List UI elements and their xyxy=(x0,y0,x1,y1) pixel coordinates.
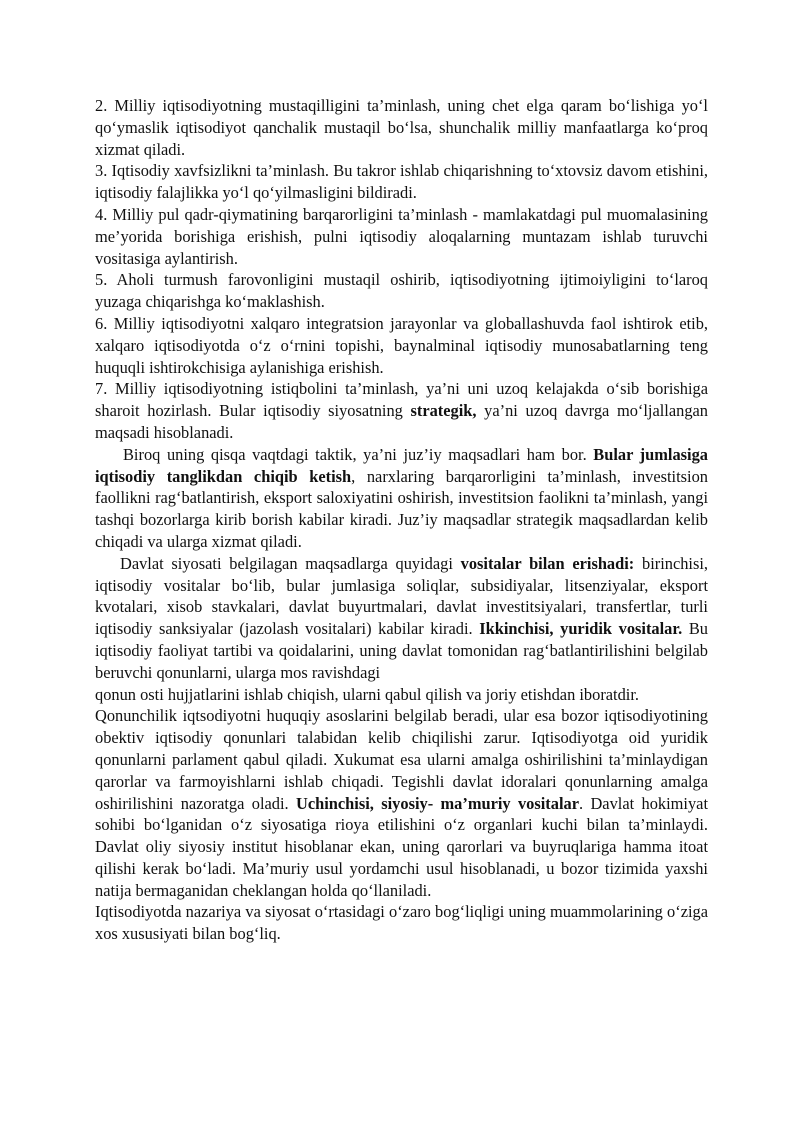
bold-phrase-political-tools: Uchinchisi, siyosiy- ma’muriy vositalar xyxy=(296,793,579,813)
bold-phrase-tools: vositalar bilan erishadi: xyxy=(460,553,635,573)
paragraph-tactical-goals xyxy=(95,444,708,553)
paragraph-text: Qonunchilik iqtsodiyotni huquqiy asoslarini belgilab beradi, ular esa bozor iqtisodiyotining obektiv iqtisodiy qonunlari talabidan kelib chiqilishi zarur. Iqtisodiyotga oid yuridik qonunlarni parlament qabul qiladi. Xukumat esa ularni amalga oshirilishini ta’minlaydigan qarorlar va farmoyishlarni ishlab chiqadi. Tegishli davlat idoralari qonunlarning amalga oshirilishini nazoratga oladi. xyxy=(95,706,708,813)
paragraph-text: 7. Milliy iqtisodiyotning istiqbolini ta’minlash, ya’ni uni uzoq kelajakda o‘sib borishiga sharoit hozirlash. Bular iqtisodiy siyosatning xyxy=(95,379,708,421)
paragraph-text: birinchisi, iqtisodiy vositalar bo‘lib, bular jumlasiga soliqlar, subsidiyalar, litsenziyalar, eksport kvotalari, xisob stavkalari, davlat buyurtmalari, davlat investitsiyalari, transfertlar, turli iqtisodiy sanksiyalar (jazolash vositalari) kabilar kiradi. xyxy=(95,553,709,639)
paragraph-text: , narxlaring barqarorligini ta’minlash, investitsion faollikni rag‘batlantirish, eksport saloxiyatini oshirish, investitsion faolikni ta’minlash, yangi tashqi bozorlarga kirib borish kabilar kiradi. Juz’iy maqsadlar strategik maqsadlardan kelib chiqadi va ularga xizmat qiladi. xyxy=(95,466,708,551)
bold-phrase-legal-tools: Ikkinchisi, yuridik vositalar. xyxy=(479,619,683,639)
paragraph-policy-tools xyxy=(95,553,708,684)
paragraph-legislation xyxy=(95,705,708,901)
paragraph-item-3: 3. Iqtisodiy xavfsizlikni ta’minlash. Bu takror ishlab chiqarishning to‘xtovsiz davom etishini, iqtisodiy falajlikka yo‘l qo‘yilmasligini bildiradi. xyxy=(95,161,708,203)
paragraph-text: Davlat siyosati belgilagan maqsadlarga quyidagi xyxy=(120,553,461,573)
paragraph-item-6: 6. Milliy iqtisodiyotni xalqaro integratsion jarayonlar va globallashuvda faol ishtirok etib, xalqaro iqtisodiyotda o‘z o‘rnini topishi, baynalminal iqtisodiy munosabatlarning teng huquqli ishtirokchisiga aylanishiga erishish. xyxy=(95,313,708,377)
paragraph-text: Bu iqtisodiy faoliyat tartibi va qoidalarini, uning davlat tomonidan rag‘batlantirilishini belgilab beruvchi qonunlarni, ularga mos ravishdagi xyxy=(95,619,708,682)
paragraph-item-7 xyxy=(95,378,708,443)
paragraph-text: ya’ni uzoq davrga mo‘ljallangan maqsadi hisoblanadi. xyxy=(95,401,708,442)
paragraph-theory-policy: Iqtisodiyotda nazariya va siyosat o‘rtasidagi o‘zaro bog‘liqligi uning muammolarining o‘ziga xos xususiyati bilan bog‘liq. xyxy=(95,902,708,944)
bold-phrase-strategik: strategik, xyxy=(410,401,477,421)
bold-phrase-tactical: Bular jumlasiga iqtisodiy tanglikdan chiqib ketish xyxy=(95,444,708,486)
paragraph-legal-acts: qonun osti hujjatlarini ishlab chiqish, ularni qabul qilish va joriy etishdan iboratdir. xyxy=(95,684,640,704)
paragraph-text: Biroq uning qisqa vaqtdagi taktik, ya’ni juz’iy maqsadlari ham bor. xyxy=(123,444,594,464)
paragraph-item-4: 4. Milliy pul qadr-qiymatining barqarorligini ta’minlash - mamlakatdagi pul muomalasining me’yorida borishiga erishish, pulni iqtisodiy aloqalarning muntazam ishlab turuvchi vositasiga aylantirish. xyxy=(95,204,708,268)
paragraph-item-2: 2. Milliy iqtisodiyotning mustaqilligini ta’minlash, uning chet elga qaram bo‘lishiga yo‘l qo‘ymaslik iqtisodiyot qanchalik mustaqil bo‘lsa, shunchalik milliy manfaatlarga ko‘proq xizmat qiladi. xyxy=(95,96,708,159)
paragraph-text: . Davlat hokimiyat sohibi bo‘lganidan o‘z siyosatiga rioya etilishini o‘z organlari kuchi bilan ta’minlaydi. Davlat oliy siyosiy institut hisoblanar ekan, uning qarorlari va buyruqlariga hamma itoat qilishi kerak bo‘ladi. Ma’muriy usul yordamchi usul hisoblanadi, u bozor tizimida yaxshi natija bermaganidan cheklangan holda qo‘llaniladi. xyxy=(95,793,708,900)
paragraph-item-5: 5. Aholi turmush farovonligini mustaqil oshirib, iqtisodiyotning ijtimoiyligini to‘laroq yuzaga chiqarishga ko‘maklashish. xyxy=(95,270,708,312)
